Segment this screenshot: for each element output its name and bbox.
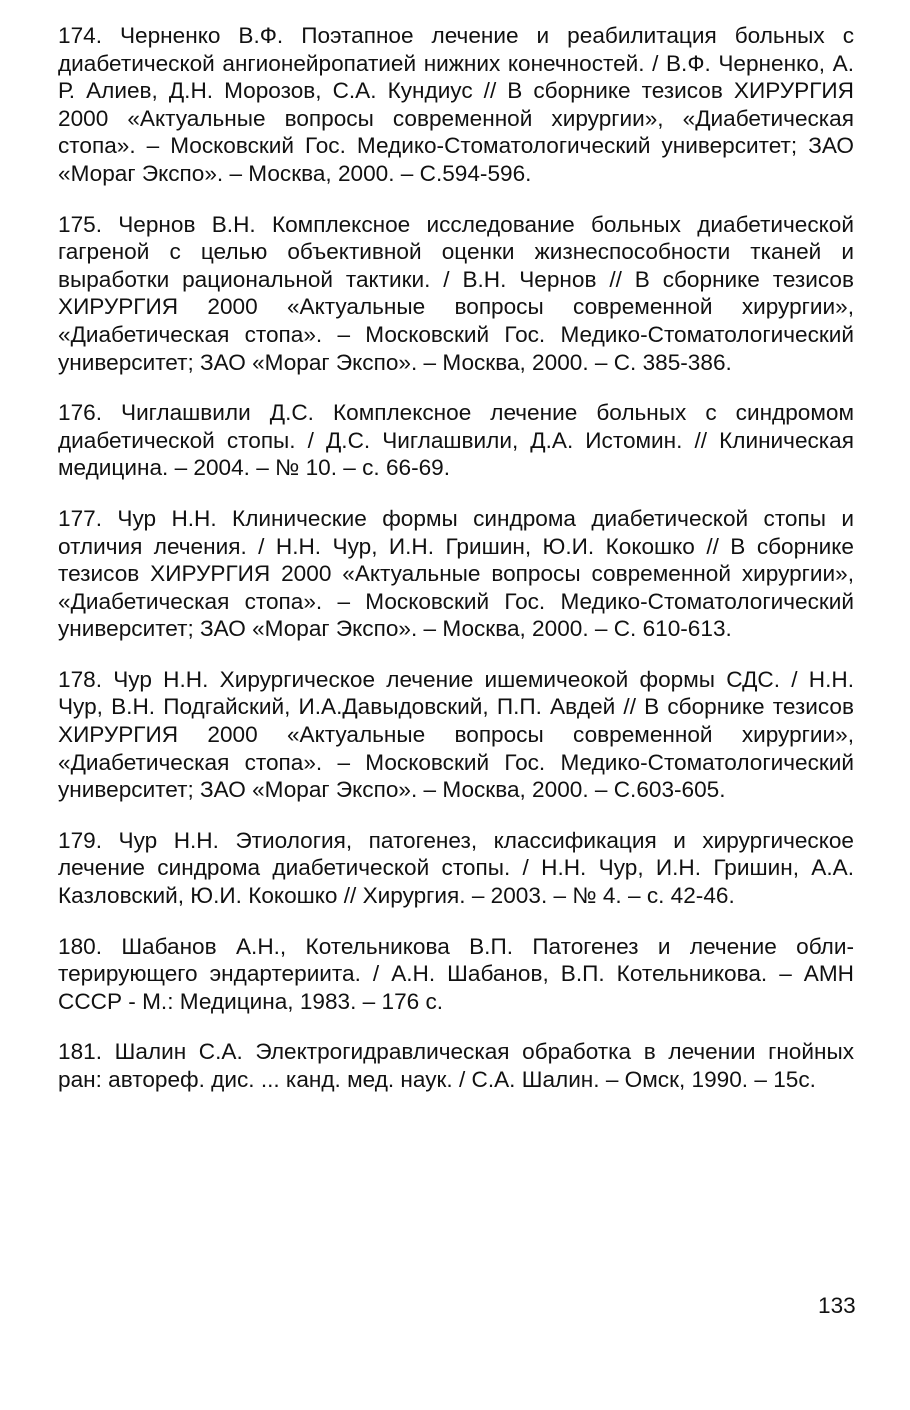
reference-177: 177. Чур Н.Н. Клинические формы синдрома диабетической стопы и отличия лечения. / Н.Н. Чур, И.Н. Гришин, Ю.И. Кокошко // В сборнике тезисов ХИРУРГИЯ 2000 «Актуальные вопросы современной хирургии», «Диабетическая стопа». – Московский Гос. Медико-Стоматологический университет; ЗАО «Мораг Экспо». – Москва, 2000. – С. 610-613. (58, 505, 854, 642)
page-number: 133 (818, 1293, 856, 1318)
reference-176: 176. Чиглашвили Д.С. Комплексное лечение больных с синдромом диабетической стопы. / Д.С. Чиглашвили, Д.А. Истомин. // Клиническая медицина. – 2004. – № 10. – с. 66-69. (58, 400, 854, 481)
reference-180: 180. Шабанов А.Н., Котельникова В.П. Патогенез и лечение облитерирующего эндартериита. / А.Н. Шабанов, В.П. Котельникова. – АМН СССР - М.: Медицина, 1983. – 176 с. (58, 933, 854, 1014)
reference-174: 174. Черненко В.Ф. Поэтапное лечение и реабилитация больных с диабетической ангионейропатией нижних конечностей. / В.Ф. Черненко, А. Р. Алиев, Д.Н. Морозов, С.А. Кундиус // В сборнике тезисов ХИРУРГИЯ 2000 «Актуальные вопросы современной хирургии», «Диабетическая стопа». – Московский Гос. Медико-Стоматологический университет; ЗАО «Мораг Экспо». – Москва, 2000. – С.594-596. (58, 23, 854, 186)
reference-178: 178. Чур Н.Н. Хирургическое лечение ишемичеокой формы СДС. / Н.Н. Чур, В.Н. Подгайский, И.А.Давыдовский, П.П. Авдей // В сборнике тезисов ХИРУРГИЯ 2000 «Актуальные вопросы современной хирургии», «Диабетическая стопа». – Московский Гос. Медико-Стоматологический университет; ЗАО «Мораг Экспо». – Москва, 2000. – С.603-605. (58, 666, 854, 803)
reference-175: 175. Чернов В.Н. Комплексное исследование больных диабетической гагреной с целью объективной оценки жизнеспособности тканей и выработки рациональной тактики. / В.Н. Чернов // В сборнике тезисов ХИРУРГИЯ 2000 «Актуальные вопросы современной хирургии», «Диабетическая стопа». – Московский Гос. Медико-Стоматологический университет; ЗАО «Мораг Экспо». – Москва, 2000. – С. 385-386. (58, 211, 854, 375)
reference-list (58, 22, 854, 1117)
reference-181: 181. Шалин С.А. Электрогидравлическая обработка в лечении гнойных ран: автореф. дис. ... канд. мед. наук. / С.А. Шалин. – Омск, 1990. – 15с. (58, 1039, 854, 1092)
reference-179: 179. Чур Н.Н. Этиология, патогенез, классификация и хирургическое лечение синдрома диабетической стопы. / Н.Н. Чур, И.Н. Гришин, А.А. Казловский, Ю.И. Кокошко // Хирургия. – 2003. – № 4. – с. 42-46. (58, 827, 854, 909)
